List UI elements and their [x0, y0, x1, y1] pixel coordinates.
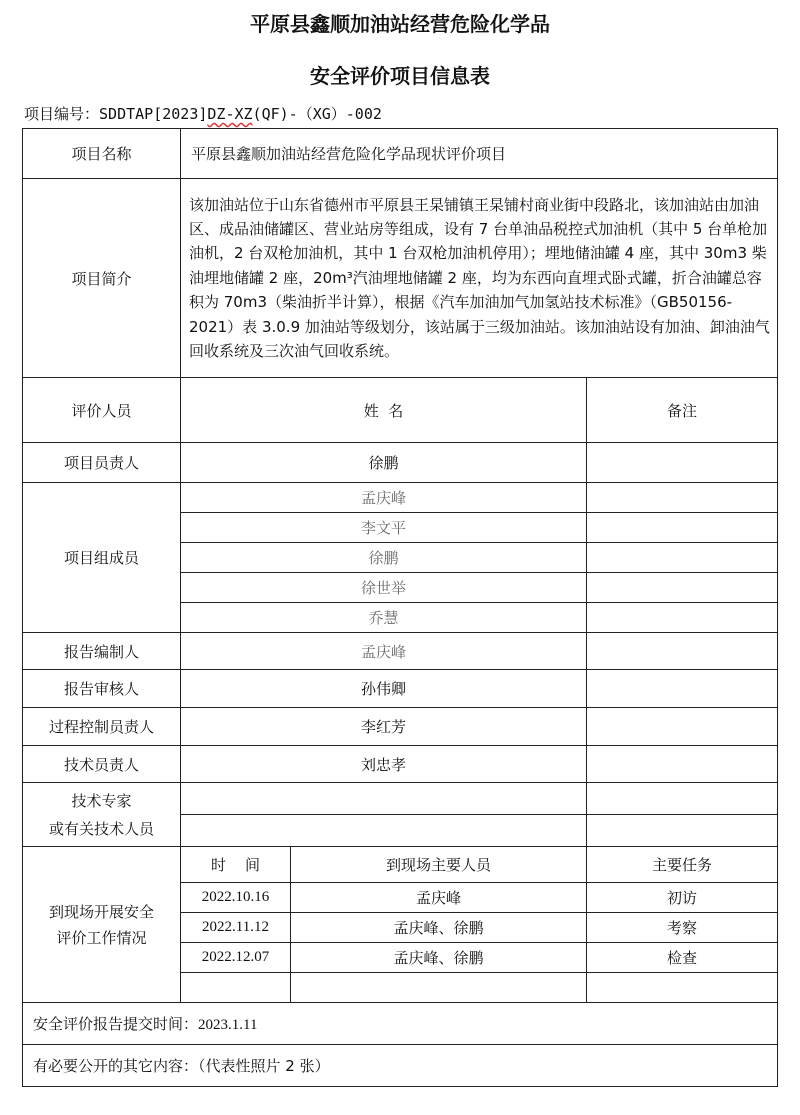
leader-note [587, 443, 778, 483]
compiler-label: 报告编制人 [23, 633, 181, 670]
document-title-line2: 安全评价项目信息表 [310, 64, 490, 88]
table-row [23, 483, 778, 513]
member-note [587, 513, 778, 543]
visit-people [291, 973, 587, 1003]
tech-lead-label: 技术员责人 [23, 746, 181, 783]
header-name: 姓 名 [181, 378, 587, 443]
table-row [23, 783, 778, 815]
table-row [23, 129, 778, 179]
visit-date: 2022.10.16 [181, 883, 291, 913]
other-content: 有必要公开的其它内容：（代表性照片 2 张） [23, 1045, 778, 1087]
leader-label: 项目员责人 [23, 443, 181, 483]
process-control-note [587, 708, 778, 746]
visit-task: 考察 [587, 913, 778, 943]
visit-date: 2022.12.07 [181, 943, 291, 973]
table-row [23, 746, 778, 783]
project-intro-text: 该加油站位于山东省德州市平原县王杲铺镇王杲铺村商业街中段路北，该加油站由加油区、成品油储罐区、营业站房等组成，设有 7 台单油品税控式加油机（其中 5 台单枪加油机，2 台双枪加油机，其中 1 台双枪加油机停用）；埋地储油罐 4 座，其中 30m3 柴油埋地储罐 2 座，20m³汽油埋地储罐 2 座，均为东西向直埋式卧式罐，折合油罐总容积为 70m3（柴油折半计算），根据《汽车加油加气加氢站技术标准》（GB50156-2021）表 3.0.9 加油站等级划分，该站属于三级加油站。该加油站设有加油、卸油油气回收系统及三次油气回收系统。 [181, 179, 778, 378]
header-role: 评价人员 [23, 378, 181, 443]
visit-task: 检查 [587, 943, 778, 973]
expert-label-line1: 技术专家 [71, 791, 132, 810]
project-name-value: 平原县鑫顺加油站经营危险化学品现状评价项目 [181, 129, 778, 179]
visit-people: 孟庆峰、徐鹏 [291, 913, 587, 943]
submit-time-value: 2023.1.11 [198, 1017, 258, 1033]
project-number-part3: (QF)-（XG）-002 [252, 105, 382, 123]
compiler-name: 孟庆峰 [181, 633, 587, 670]
tech-lead-note [587, 746, 778, 783]
project-number-part1: SDDTAP[2023] [99, 105, 208, 123]
info-table [22, 128, 778, 1087]
visit-people: 孟庆峰、徐鹏 [291, 943, 587, 973]
site-visit-label-line2: 评价工作情况 [56, 928, 147, 947]
project-number-part2: DZ-XZ [207, 105, 253, 123]
table-row [23, 443, 778, 483]
member-name: 徐世举 [181, 573, 587, 603]
expert-label-line2: 或有关技术人员 [48, 819, 154, 838]
submit-time [23, 1003, 778, 1045]
table-row [23, 378, 778, 443]
tech-lead-name: 刘忠孝 [181, 746, 587, 783]
member-note [587, 483, 778, 513]
table-row [23, 179, 778, 378]
table-row [23, 847, 778, 883]
project-intro-label: 项目简介 [23, 179, 181, 378]
expert-label [23, 783, 181, 847]
table-row [23, 670, 778, 708]
reviewer-note [587, 670, 778, 708]
site-visit-label-line1: 到现场开展安全 [48, 902, 154, 921]
expert-name [181, 783, 587, 815]
compiler-note [587, 633, 778, 670]
project-number [24, 103, 382, 124]
visit-task [587, 973, 778, 1003]
members-label: 项目组成员 [23, 483, 181, 633]
table-row [23, 633, 778, 670]
process-control-name: 李红芳 [181, 708, 587, 746]
submit-time-label: 安全评价报告提交时间： [33, 1015, 199, 1033]
visit-date: 2022.11.12 [181, 913, 291, 943]
member-name: 孟庆峰 [181, 483, 587, 513]
member-note [587, 603, 778, 633]
document-title-line1: 平原县鑫顺加油站经营危险化学品 [250, 12, 550, 36]
expert-note [587, 783, 778, 815]
table-row [23, 1003, 778, 1045]
member-note [587, 573, 778, 603]
col-time: 时 间 [181, 847, 291, 883]
header-note: 备注 [587, 378, 778, 443]
member-name: 徐鹏 [181, 543, 587, 573]
site-visit-label [23, 847, 181, 1003]
table-row [23, 708, 778, 746]
expert-note [587, 815, 778, 847]
member-note [587, 543, 778, 573]
col-people: 到现场主要人员 [291, 847, 587, 883]
visit-task: 初访 [587, 883, 778, 913]
process-control-label: 过程控制员责人 [23, 708, 181, 746]
leader-name: 徐鹏 [181, 443, 587, 483]
expert-name [181, 815, 587, 847]
member-name: 乔慧 [181, 603, 587, 633]
member-name: 李文平 [181, 513, 587, 543]
visit-date [181, 973, 291, 1003]
reviewer-name: 孙伟卿 [181, 670, 587, 708]
project-name-label: 项目名称 [23, 129, 181, 179]
col-task: 主要任务 [587, 847, 778, 883]
table-row [23, 1045, 778, 1087]
reviewer-label: 报告审核人 [23, 670, 181, 708]
project-number-label: 项目编号： [24, 105, 100, 123]
visit-people: 孟庆峰 [291, 883, 587, 913]
